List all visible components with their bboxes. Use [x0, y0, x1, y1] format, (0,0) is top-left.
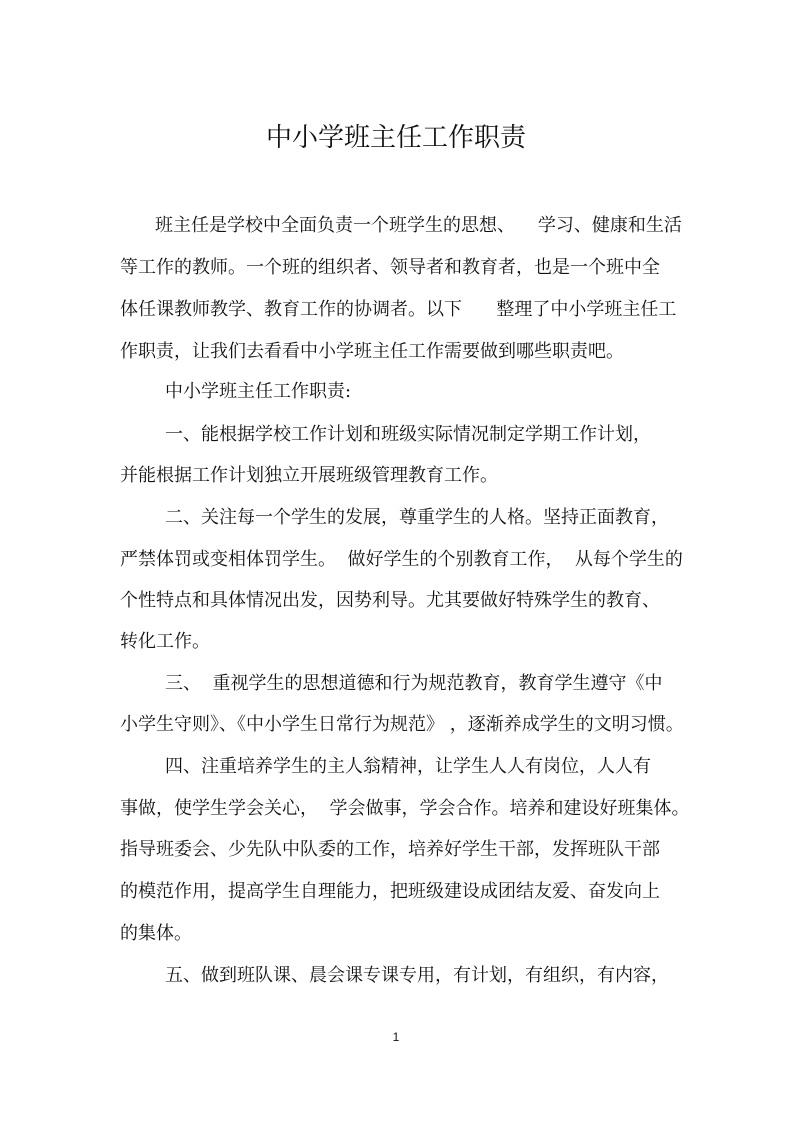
paragraph-line: 指导班委会、少先队中队委的工作，培养好学生干部，发挥班队干部 [120, 839, 660, 860]
paragraph-line: 作职责，让我们去看看中小学班主任工作需要做到哪些职责吧。 [120, 341, 624, 362]
paragraph-line: 个性特点和具体情况出发，因势利导。尤其要做好特殊学生的教育、 [120, 590, 660, 611]
paragraph-line: 班主任是学校中全面负责一个班学生的思想、 学习、健康和生活 [155, 215, 682, 236]
paragraph-line: 的集体。 [120, 923, 192, 944]
paragraph-line: 并能根据工作计划独立开展班级管理教育工作。 [120, 465, 498, 486]
paragraph-line: 四、注重培养学生的主人翁精神，让学生人人有岗位，人人有 [165, 756, 651, 777]
paragraph-line: 三、 重视学生的思想道德和行为规范教育，教育学生遵守《中 [165, 673, 663, 694]
paragraph-line: 事做，使学生学会关心， 学会做事，学会合作。培养和建设好班集体。 [120, 798, 690, 819]
paragraph-line: 小学生守则》、《中小学生日常行为规范》 ，逐渐养成学生的文明习惯。 [120, 714, 684, 735]
paragraph-line: 等工作的教师。一个班的组织者、领导者和教育者，也是一个班中全 [120, 257, 660, 278]
paragraph-line: 二、关注每一个学生的发展，尊重学生的人格。坚持正面教育， [165, 507, 669, 528]
paragraph-line: 五、做到班队课、晨会课专课专用，有计划，有组织，有内容， [165, 965, 669, 986]
section-heading: 中小学班主任工作职责: [165, 381, 352, 402]
paragraph-line: 的模范作用，提高学生自理能力，把班级建设成团结友爱、奋发向上 [120, 881, 660, 902]
paragraph-line: 转化工作。 [120, 631, 210, 652]
page-number: 1 [392, 1030, 400, 1044]
paragraph-line: 一、能根据学校工作计划和班级实际情况制定学期工作计划， [165, 424, 651, 445]
paragraph-line: 严禁体罚或变相体罚学生。 做好学生的个别教育工作， 从每个学生的 [120, 549, 683, 570]
document-title: 中小学班主任工作职责 [265, 123, 526, 153]
paragraph-line: 体任课教师教学、教育工作的协调者。以下 整理了中小学班主任工 [120, 299, 677, 320]
